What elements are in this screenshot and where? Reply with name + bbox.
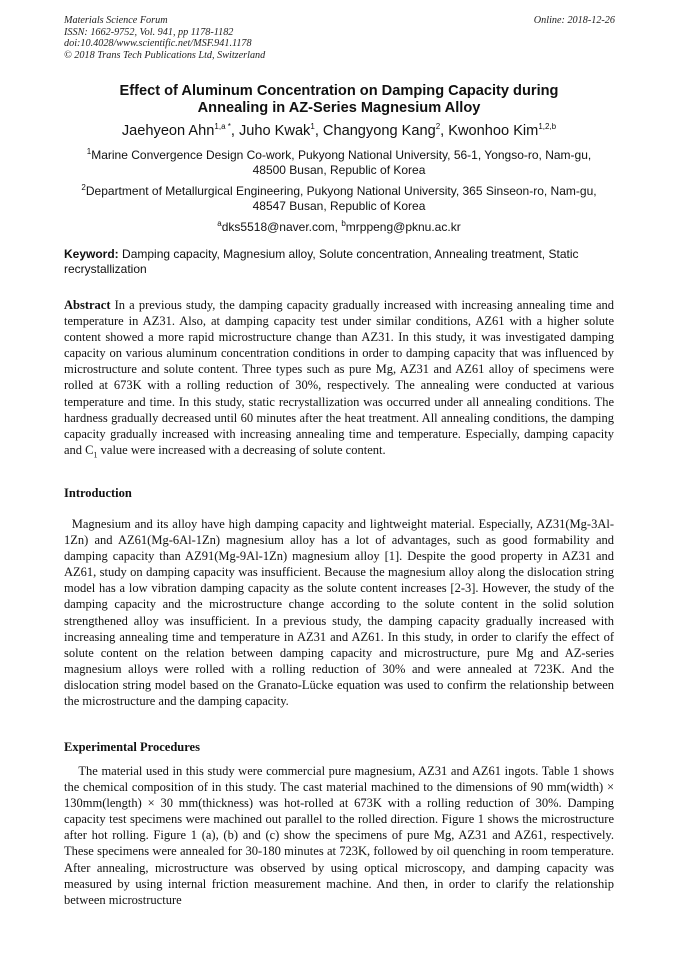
author-name: Kwonhoo Kim [448,123,539,139]
author-name: Jaehyeon Ahn [121,123,215,139]
title-line-2: Annealing in AZ-Series Magnesium Alloy [197,100,481,116]
author-separator: , [230,123,239,139]
email-mark: a [217,219,222,228]
journal-header [64,15,265,61]
email-address-b[interactable]: mrppeng@pknu.ac.kr [345,220,461,234]
introduction-text: Magnesium and its alloy have high damping capacity and lightweight material. Especially, AZ31(Mg-3Al-1Zn) and AZ61(Mg-6Al-1Zn) magnesium alloy has a lot of advantages, such as good formability and damping capacity than AZ91(Mg-9Al-1Zn) magnesium alloy [1]. Despite the good property in AZ31 and AZ61, study on damping capacity was insufficient. Because the magnesium alloy along the dislocation string model has a low vibration damping capacity as the solute content increases [2-3]. However, the study of the damping capacity and the microstructure change according to the solute content in the solid solution strengthened alloy was insufficient. In a previous study, the damping capacity gradually increased with increasing annealing time and temperature in AZ31 and AZ61. In this study, in order to clarify the effect of solute content on the relation between damping capacity and microstructure, pure Mg and AZ-series magnesium alloys were rolled with a rolling reduction of 30% and were annealed at 723K. And the dislocation string model based on the Granato-Lücke equation was used to confirm the relationship between the microstructure and the damping capacity. [64,517,614,709]
author-affiliation-mark: 1,a * [214,122,231,132]
author-affiliation-mark: 1,2,b [538,122,557,132]
affiliation-2-line-1: Department of Metallurgical Engineering, Pukyong National University, 365 Sinseon-ro, Nam-gu, [85,184,597,198]
abstract-label: Abstract [64,298,111,312]
keywords [64,247,614,277]
abstract-subscript: 1 [93,450,98,460]
author-name: Juho Kwak [238,123,311,139]
author-affiliation-mark: 2 [435,122,441,132]
journal-copyright: © 2018 Trans Tech Publications Ltd, Switzerland [64,49,266,61]
online-date: Online: 2018-12-26 [533,15,615,26]
affiliation-1-line-2: 48500 Busan, Republic of Korea [252,163,426,177]
experimental-text: The material used in this study were commercial pure magnesium, AZ31 and AZ61 ingots. Table 1 shows the chemical composition of in this study. The cast material machined to the dimensions of 90 mm(width) × 130mm(length) × 30 mm(thickness) was hot-rolled at 673K with a rolling reduction of 30%. Damping capacity test specimens were machined out parallel to the rolled direction. Figure 1 shows the microstructure after hot rolling. Figure 1 (a), (b) and (c) show the specimens of pure Mg, AZ31 and AZ61, respectively. These specimens were annealed for 30-180 minutes at 723K, followed by oil quenching in room temperature. After annealing, microstructure was observed by using optical microscopy, and damping capacity was measured by using internal friction measurement machine. And then, in order to clarify the relationship between microstructure [64,764,614,907]
journal-doi: doi:10.4028/www.scientific.net/MSF.941.1178 [64,38,252,50]
journal-name: Materials Science Forum [64,15,168,26]
email-mark: b [341,219,346,228]
author-affiliation-mark: 1 [310,122,315,132]
keywords-text: Damping capacity, Magnesium alloy, Solute concentration, Annealing treatment, Static recrystallization [64,247,579,276]
journal-issn: ISSN: 1662-9752, Vol. 941, pp 1178-1182 [64,26,234,38]
affiliation-1-line-1: Marine Convergence Design Co-work, Pukyong National University, 56-1, Yongso-ro, Nam-gu, [91,148,592,162]
title-line-1: Effect of Aluminum Concentration on Damping Capacity during [119,83,559,99]
section-heading-introduction: Introduction [64,486,132,500]
email-address-a[interactable]: dks5518@naver.com, [221,220,342,234]
keywords-label: Keyword: [64,247,119,261]
affiliation-1 [64,148,614,178]
email-line [64,220,614,234]
affiliation-mark: 2 [81,183,86,192]
section-heading-experimental: Experimental Procedures [64,740,200,754]
author-list [64,123,614,139]
author-separator: , [314,123,323,139]
abstract-text-end: value were increased with a decreasing of solute content. [97,442,386,457]
author-name: Changyong Kang [322,123,436,139]
affiliation-2-line-2: 48547 Busan, Republic of Korea [252,199,426,213]
paper-title [64,83,614,117]
abstract [64,297,614,463]
affiliation-2 [64,184,614,214]
affiliation-mark: 1 [86,147,92,156]
author-separator: , [440,123,449,139]
abstract-text: In a previous study, the damping capacity gradually increased with increasing annealing time and temperature in AZ31. Also, at damping capacity test under similar conditions, AZ61 with a higher solute content showed a more rapid microstructure change than AZ31. In this study, it was investigated damping capacity on various aluminum concentration conditions in order to damping capacity that was influenced by microstructure and solute content. Three types such as pure Mg, AZ31 and AZ61 alloy of specimens were rolled at 673K with a rolling reduction of 30%, respectively. The annealing were conducted at various temperature and time. In this study, static recrystallization was occurred under all annealing conditions. The hardness gradually decreased until 60 minutes after the heat treatment. All annealing conditions, the damping capacity gradually increased with increasing annealing time and temperature. Especially, damping capacity and C [64,298,614,457]
